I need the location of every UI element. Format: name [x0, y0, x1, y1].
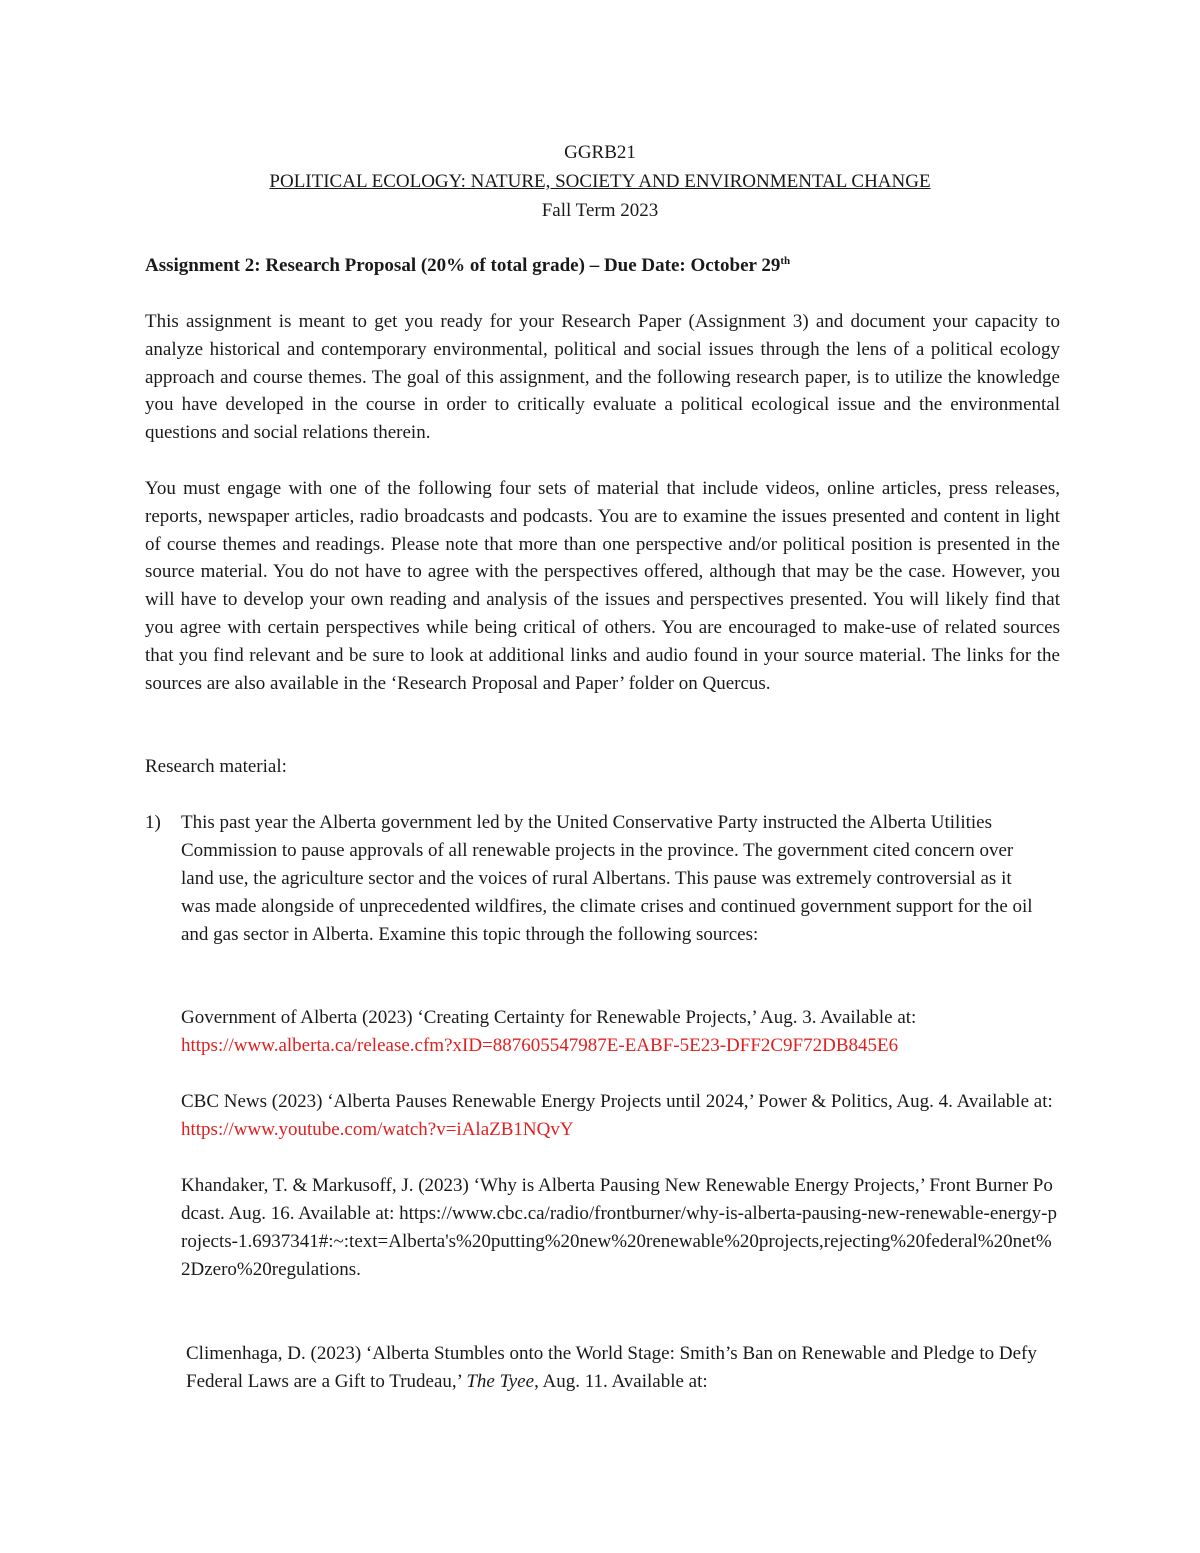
- research-material-label: Research material:: [145, 756, 287, 777]
- source-link[interactable]: https://www.alberta.ca/release.cfm?xID=887605547987E-EABF-5E23-DFF2C9F72DB845E6: [181, 1035, 899, 1056]
- term: Fall Term 2023: [541, 200, 659, 221]
- list-number: 1): [145, 812, 161, 833]
- citation-text: CBC News (2023) ‘Alberta Pauses Renewable Energy Projects until 2024,’ Power & Politics, Aug. 4. Available at:: [181, 1091, 1053, 1112]
- citation-text: Climenhaga, D. (2023) ‘Alberta Stumbles onto the World Stage: Smith’s Ban on Renewable and Pledge to Defy Federal Laws are a Gift to Trudeau,’: [186, 1343, 1037, 1392]
- instructions-paragraph: You must engage with one of the following four sets of material that include videos, online articles, press releases, reports, newspaper articles, radio broadcasts and podcasts. You are to examine the issues presented and content in light of course themes and readings. Please note that more than one perspective and/or political position is presented in the source material. You do not have to agree with the perspectives offered, although that may be the case. However, you will have to develop your own reading and analysis of the issues and perspectives presented. You will likely find that you agree with certain perspectives while being critical of others. You are encouraged to make-use of related sources that you find relevant and be sure to look at additional links and audio found in your source material. The links for the sources are also available in the ‘Research Proposal and Paper’ folder on Quercus.: [145, 478, 1060, 694]
- course-code: GGRB21: [564, 142, 636, 163]
- assignment-heading: [145, 252, 1060, 280]
- source-url-text[interactable]: https://www.cbc.ca/radio/frontburner/why-is-alberta-pausing-new-renewable-energy-projects-1.6937341#:~:text=Alberta's%20putting%20new%20renewable%20projects,rejecting%20federal%20net%2Dzero%20regulations.: [181, 1203, 1057, 1280]
- source-citation: [186, 1340, 1066, 1396]
- citation-text: , Aug. 11. Available at:: [534, 1371, 708, 1392]
- citation-text: Government of Alberta (2023) ‘Creating Certainty for Renewable Projects,’ Aug. 3. Available at:: [181, 1007, 917, 1028]
- course-title: POLITICAL ECOLOGY: NATURE, SOCIETY AND ENVIRONMENTAL CHANGE: [269, 171, 931, 192]
- document-header: [0, 138, 1200, 225]
- publication-name: The Tyee: [466, 1371, 535, 1392]
- intro-paragraph: This assignment is meant to get you ready for your Research Paper (Assignment 3) and document your capacity to analyze historical and contemporary environmental, political and social issues through the lens of a political ecology approach and course themes. The goal of this assignment, and the following research paper, is to utilize the knowledge you have developed in the course in order to critically evaluate a political ecological issue and the environmental questions and social relations therein.: [145, 311, 1060, 444]
- source-citation: [181, 1172, 1061, 1284]
- source-citation: [181, 1004, 1061, 1060]
- assignment-title: Assignment 2: Research Proposal (20% of total grade) – Due Date: October 29: [145, 255, 781, 276]
- source-link[interactable]: https://www.youtube.com/watch?v=iAlaZB1NQvY: [181, 1119, 574, 1140]
- list-item-text: This past year the Alberta government led by the United Conservative Party instructed the Alberta Utilities Commission to pause approvals of all renewable projects in the province. The government cited concern over land use, the agriculture sector and the voices of rural Albertans. This pause was extremely controversial as it was made alongside of unprecedented wildfires, the climate crises and continued government support for the oil and gas sector in Alberta. Examine this topic through the following sources:: [181, 812, 1033, 945]
- source-citation: [181, 1088, 1061, 1144]
- citation-text: Khandaker, T. & Markusoff, J. (2023) ‘Why is Alberta Pausing New Renewable Energy Projects,’ Front Burner Podcast. Aug. 16. Available at:: [181, 1175, 1053, 1224]
- date-suffix: th: [780, 255, 791, 267]
